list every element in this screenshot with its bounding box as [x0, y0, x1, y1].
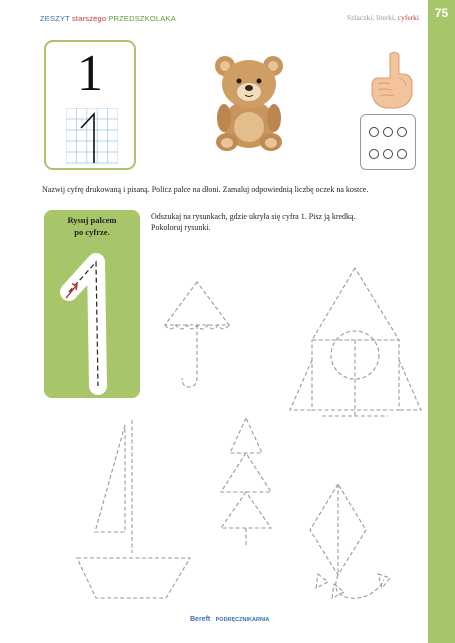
tree-drawing [221, 418, 271, 545]
trace-card-line2: po cyfrze. [74, 227, 110, 237]
page-number: 75 [434, 6, 449, 20]
sailboat-drawing [77, 420, 190, 598]
series-title-part3: PRZEDSZKOLAKA [108, 14, 176, 23]
printed-digit: 1 [77, 45, 103, 102]
rocket-drawing [290, 268, 421, 416]
footer-logo: Bereft [190, 616, 211, 623]
task2-line1: Odszukaj na rysunkach, gdzie ukryła się cyfra 1. Pisz ją kredką. [151, 212, 356, 221]
task2-line2: Pokoloruj rysunki. [151, 223, 211, 232]
series-title-part2: starszego [71, 14, 107, 23]
kite-drawing [310, 484, 390, 598]
footer-brand: PODRĘCZNIKARNIA [215, 617, 270, 623]
section-title-highlight: cyferki [397, 13, 419, 22]
trace-card-line1: Rysuj palcem [67, 215, 117, 225]
series-title-part1: ZESZYT [40, 14, 70, 23]
task1-instruction: Nazwij cyfrę drukowaną i pisaną. Policz palce na dłoni. Zamaluj odpowiednią liczbę oczek na kostce. [42, 185, 369, 194]
footer-branding [190, 616, 269, 623]
umbrella-drawing [165, 282, 229, 387]
section-title-prefix: Szlaczki, literki, [346, 13, 396, 22]
